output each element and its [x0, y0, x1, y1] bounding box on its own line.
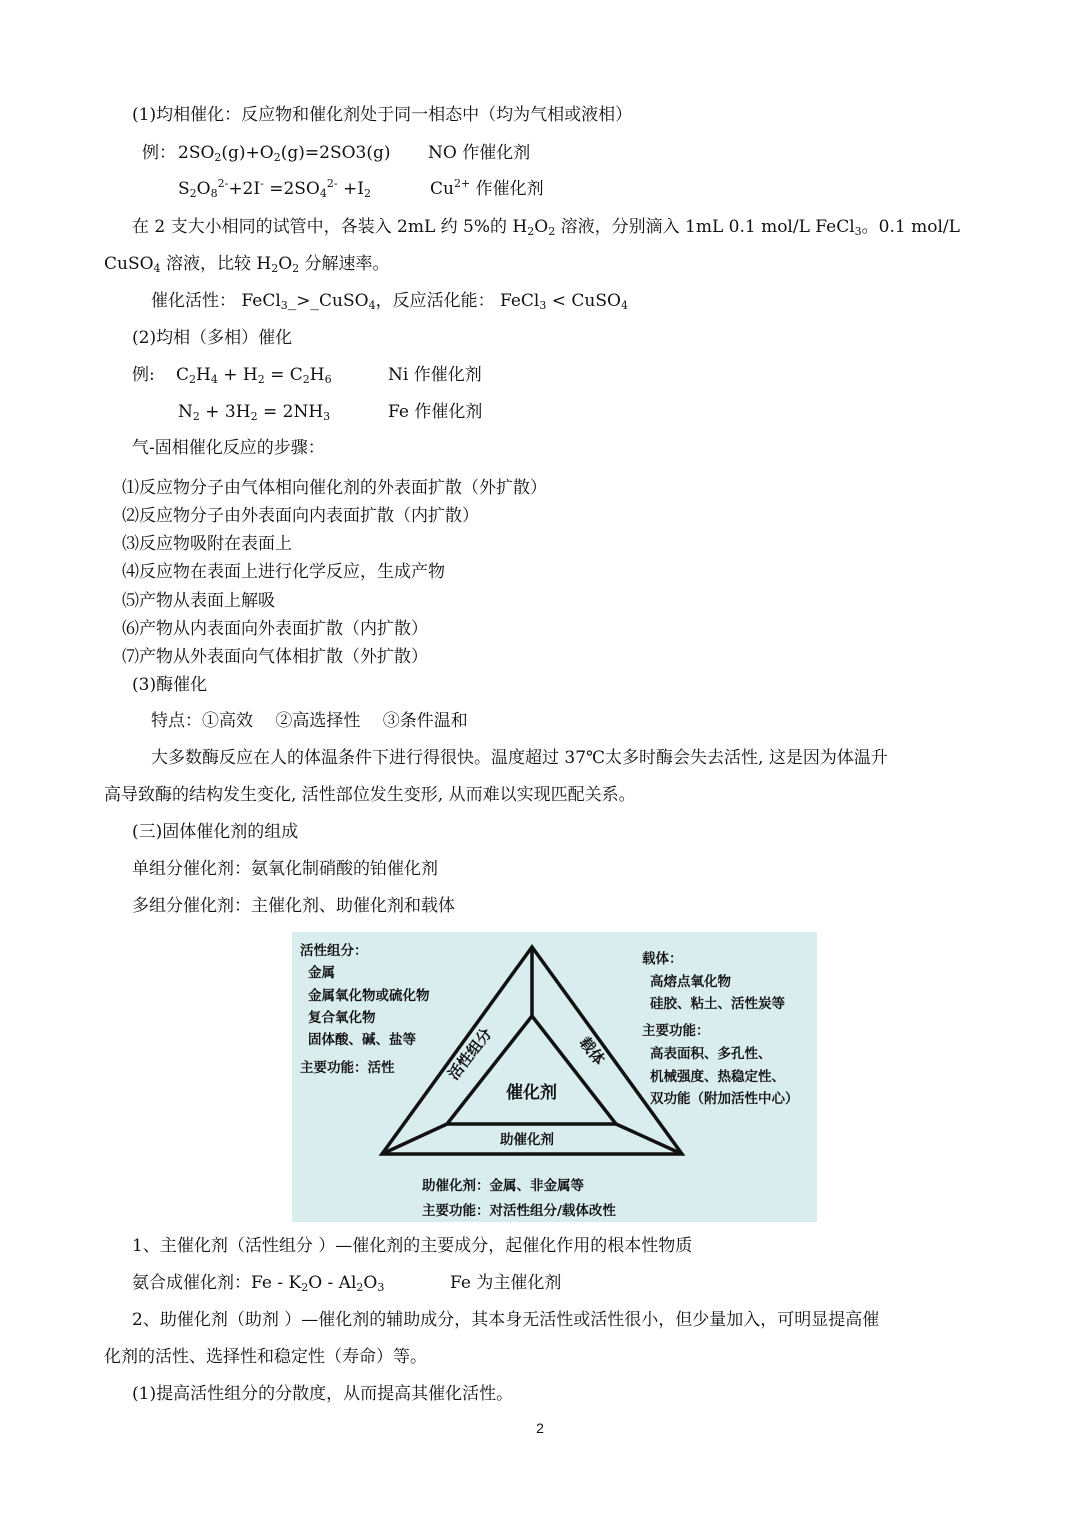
- active-function: 主要功能：活性: [300, 1060, 395, 1076]
- catalyst-cu: $Cu^{2+}$ 作催化剂: [430, 177, 544, 199]
- promoter-function: 主要功能：对活性组分/载体改性: [422, 1203, 616, 1219]
- para-test-tube: 在 2 支大小相同的试管中，各装入 2mL 约 5%的 $H_2O_2$ 溶液，分别滴入 1mL 0.1 mol/L FeCl$_3$。0.1 mol/L: [132, 217, 960, 238]
- step-2: ⑵反应物分子由外表面向内表面扩散（内扩散）: [122, 506, 479, 526]
- enzyme-features: 特点：①高效 ②高选择性 ③条件温和: [151, 711, 468, 731]
- heading-solid-composition: (三)固体催化剂的组成: [132, 822, 299, 842]
- para-enzyme-temp-cont: 高导致酶的结构发生变化, 活性部位发生变形, 从而难以实现匹配关系。: [104, 785, 636, 805]
- heading-gas-solid-steps: 气-固相催化反应的步骤：: [132, 438, 325, 458]
- support-function-2: 机械强度、热稳定性、: [650, 1069, 785, 1085]
- multi-component: 多组分催化剂：主催化剂、助催化剂和载体: [132, 896, 455, 916]
- main-catalyst-fe: Fe 为主催化剂: [450, 1273, 562, 1293]
- promoter-effect-1: (1)提高活性组分的分散度，从而提高其催化活性。: [132, 1384, 514, 1404]
- step-6: ⑹产物从内表面向外表面扩散（内扩散）: [122, 619, 428, 639]
- active-item-1: 金属: [308, 965, 335, 981]
- heading-enzyme: (3)酶催化: [132, 675, 208, 695]
- step-3: ⑶反应物吸附在表面上: [122, 534, 292, 554]
- step-4: ⑷反应物在表面上进行化学反应，生成产物: [122, 562, 445, 582]
- center-label-catalyst: 催化剂: [506, 1083, 557, 1103]
- single-component: 单组分催化剂：氨氧化制硝酸的铂催化剂: [132, 859, 438, 879]
- edge-label-promoter: 助催化剂: [500, 1132, 554, 1148]
- support-item-1: 高熔点氧化物: [650, 974, 731, 990]
- heading-heterogeneous: (2)均相（多相）催化: [132, 328, 293, 348]
- example-label: 例：: [142, 143, 176, 163]
- support-title: 载体：: [642, 951, 683, 967]
- active-item-3: 复合氧化物: [308, 1010, 376, 1026]
- support-function-3: 双功能（附加活性中心）: [650, 1091, 799, 1107]
- example-label-2: 例:: [132, 365, 155, 385]
- equation-so2: $2SO_2(g)+O_2(g)=2SO3(g)$: [178, 143, 391, 164]
- promoter-description: 助催化剂：金属、非金属等: [422, 1178, 584, 1194]
- step-7: ⑺产物从外表面向气体相扩散（外扩散）: [122, 647, 428, 667]
- para-homogeneous-catalysis: (1)均相催化：反应物和催化剂处于同一相态中（均为气相或液相）: [132, 105, 633, 125]
- catalyst-ni: Ni 作催化剂: [388, 365, 482, 385]
- para-enzyme-temp: 大多数酶反应在人的体温条件下进行得很快。温度超过 37℃太多时酶会失去活性, 这是因为体温升: [151, 748, 888, 768]
- para-test-tube-cont: CuSO$_4$ 溶液，比较 $H_2O_2$ 分解速率。: [104, 254, 390, 275]
- step-5: ⑸产物从表面上解吸: [122, 591, 275, 611]
- catalyst-fe: Fe 作催化剂: [388, 402, 483, 422]
- equation-c2h4: $C_2H_4 + H_2 = C_2H_6$: [176, 365, 332, 386]
- active-item-2: 金属氧化物或硫化物: [308, 988, 430, 1004]
- support-function-title: 主要功能：: [642, 1023, 710, 1039]
- promoter-definition: 2、助催化剂（助剂 ）—催化剂的辅助成分，其本身无活性或活性很小，但少量加入，可明显提高催: [132, 1310, 880, 1330]
- page-number: 2: [536, 1420, 544, 1436]
- support-function-1: 高表面积、多孔性、: [650, 1046, 772, 1062]
- catalyst-no: NO 作催化剂: [428, 143, 531, 163]
- equation-s2o8: $S_2O_8^{2-}+2I^- =2SO_4^{2-} +I_2$: [178, 177, 371, 200]
- para-activity-compare: 催化活性： FeCl$_3$_>_CuSO$_4$，反应活化能： FeCl$_3$ < CuSO$_4$: [151, 291, 628, 312]
- active-item-4: 固体酸、碱、盐等: [308, 1032, 416, 1048]
- equation-nh3: $N_2 + 3H_2 = 2NH_3$: [178, 402, 331, 423]
- edge-label-support: 载体: [575, 1033, 609, 1069]
- catalyst-composition-figure: [292, 932, 817, 1222]
- main-catalyst-definition: 1、主催化剂（活性组分 ）—催化剂的主要成分，起催化作用的根本性物质: [132, 1236, 693, 1256]
- edge-label-active: 活性组分: [444, 1024, 496, 1084]
- active-component-title: 活性组分：: [300, 943, 368, 959]
- support-item-2: 硅胶、粘土、活性炭等: [650, 996, 785, 1012]
- ammonia-catalyst: 氨合成催化剂：Fe - $K_2O - Al_2O_3$: [132, 1273, 385, 1294]
- step-1: ⑴反应物分子由气体相向催化剂的外表面扩散（外扩散）: [122, 478, 547, 498]
- promoter-definition-cont: 化剂的活性、选择性和稳定性（寿命）等。: [104, 1347, 427, 1367]
